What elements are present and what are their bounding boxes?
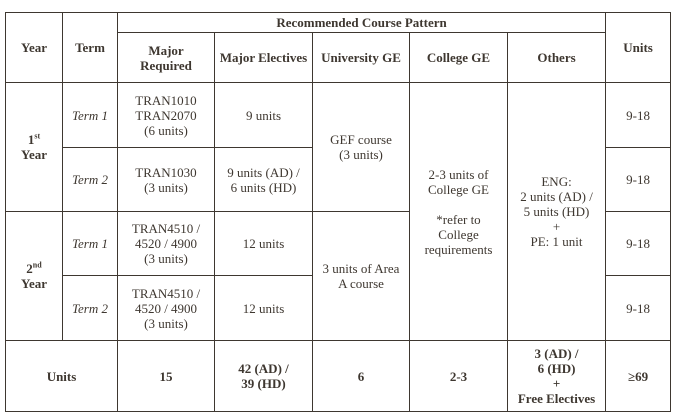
year1-term1-major-required: TRAN1010 TRAN2070 (6 units) <box>118 83 215 148</box>
year1-university-ge: GEF course (3 units) <box>313 83 410 212</box>
header-others: Others <box>508 33 606 83</box>
header-university-ge: University GE <box>313 33 410 83</box>
year1-term2-units: 9-18 <box>606 148 671 212</box>
totals-label: Units <box>6 341 118 412</box>
others-cell: ENG: 2 units (AD) / 5 units (HD) + PE: 1 unit <box>508 83 606 341</box>
header-recommended-pattern: Recommended Course Pattern <box>118 13 606 33</box>
year2-ordinal-suffix: nd <box>32 260 42 270</box>
year2-number: 2 <box>26 261 33 276</box>
totals-others: 3 (AD) / 6 (HD) + Free Electives <box>508 341 606 412</box>
year2-term2-label: Term 2 <box>63 276 118 341</box>
year1-word: Year <box>21 147 47 162</box>
year1-ordinal-suffix: st <box>34 131 41 141</box>
totals-university-ge: 6 <box>313 341 410 412</box>
year2-label <box>6 212 63 341</box>
year1-term1-units: 9-18 <box>606 83 671 148</box>
year2-word: Year <box>21 276 47 291</box>
header-term: Term <box>63 13 118 83</box>
year1-number: 1 <box>27 132 35 147</box>
year2-term2-major-required: TRAN4510 / 4520 / 4900 (3 units) <box>118 276 215 341</box>
header-units: Units <box>606 13 671 83</box>
year2-term1-major-electives: 12 units <box>215 212 313 276</box>
year1-label <box>6 83 63 212</box>
course-pattern-table <box>5 12 671 412</box>
year2-university-ge: 3 units of Area A course <box>313 212 410 341</box>
year2-term1-units: 9-18 <box>606 212 671 276</box>
college-ge-cell: 2-3 units of College GE *refer to College requirements <box>410 83 508 341</box>
header-major-required: Major Required <box>118 33 215 83</box>
year1-term2-label: Term 2 <box>63 148 118 212</box>
header-year: Year <box>6 13 63 83</box>
header-major-electives: Major Electives <box>215 33 313 83</box>
totals-major-required: 15 <box>118 341 215 412</box>
year1-term1-label: Term 1 <box>63 83 118 148</box>
header-college-ge: College GE <box>410 33 508 83</box>
year1-term2-major-required: TRAN1030 (3 units) <box>118 148 215 212</box>
totals-major-electives: 42 (AD) / 39 (HD) <box>215 341 313 412</box>
year2-term2-major-electives: 12 units <box>215 276 313 341</box>
totals-units: ≥69 <box>606 341 671 412</box>
year1-term2-major-electives: 9 units (AD) / 6 units (HD) <box>215 148 313 212</box>
year2-term1-major-required: TRAN4510 / 4520 / 4900 (3 units) <box>118 212 215 276</box>
year1-term1-major-electives: 9 units <box>215 83 313 148</box>
year2-term1-label: Term 1 <box>63 212 118 276</box>
year2-term2-units: 9-18 <box>606 276 671 341</box>
totals-college-ge: 2-3 <box>410 341 508 412</box>
